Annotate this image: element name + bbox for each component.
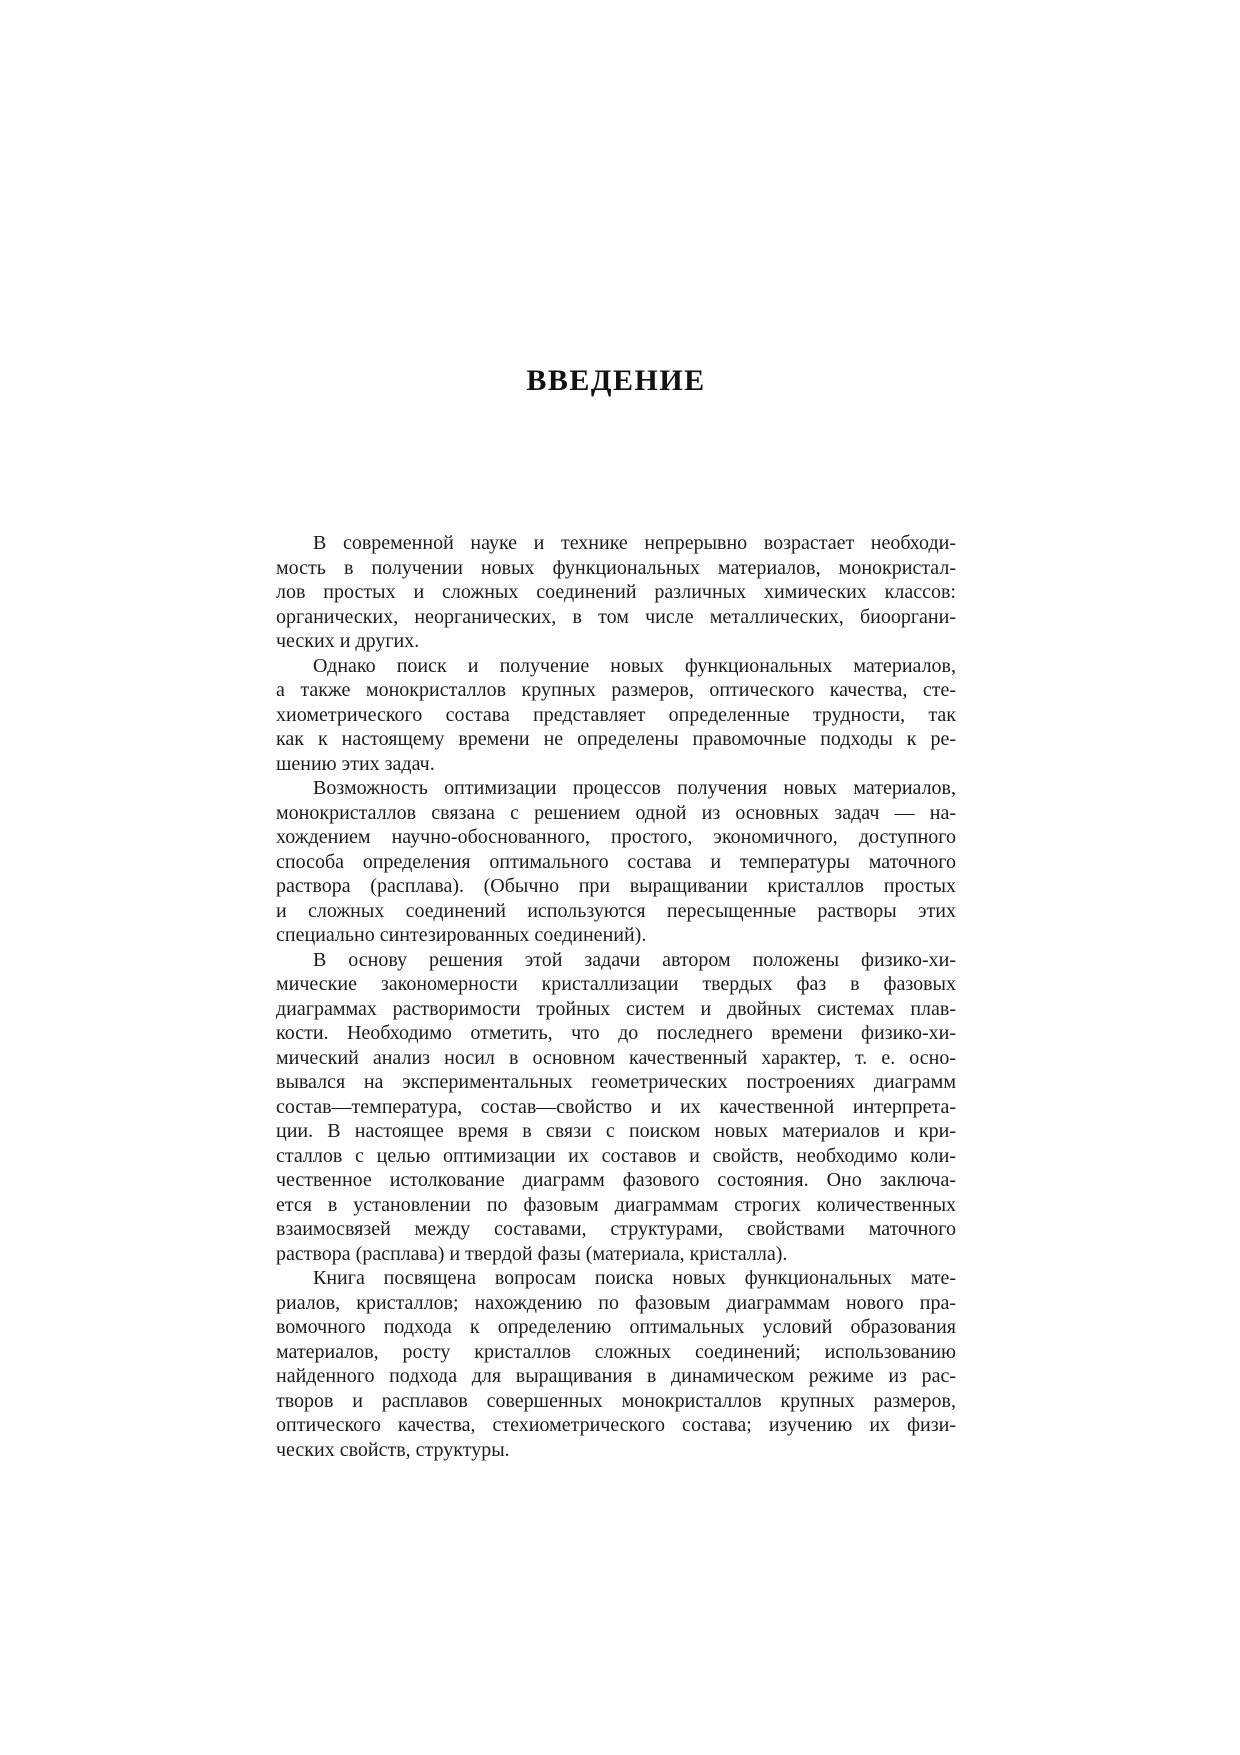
text-line: риалов, кристаллов; нахождению по фазовым диаграммам нового пра- bbox=[276, 1291, 956, 1314]
text-line: сталлов с целью оптимизации их составов и свойств, необходимо коли- bbox=[276, 1144, 956, 1167]
text-line: взаимосвязей между составами, структурами, свойствами маточного bbox=[276, 1218, 956, 1240]
text-line: лов простых и сложных соединений различных химических классов: bbox=[276, 581, 956, 603]
text-line: Возможность оптимизации процессов получения новых материалов, bbox=[313, 777, 956, 799]
text-line: чественное истолкование диаграмм фазового состояния. Оно заключа- bbox=[276, 1169, 956, 1191]
text-line: раствора (расплава) и твердой фазы (материала, кристалла). bbox=[276, 1242, 788, 1265]
text-line: мость в получении новых функциональных материалов, монокристал- bbox=[276, 556, 956, 579]
text-line: В основу решения этой задачи автором положены физико-хи- bbox=[313, 948, 956, 971]
text-line: вывался на экспериментальных геометрических построениях диаграмм bbox=[276, 1071, 956, 1093]
text-line: оптического качества, стехиометрического состава; изучению их физи- bbox=[276, 1414, 956, 1436]
text-line: специально синтезированных соединений). bbox=[276, 924, 647, 946]
text-line: Книга посвящена вопросам поиска новых функциональных мате- bbox=[313, 1267, 956, 1289]
text-line: состав—температура, состав—свойство и их качественной интерпрета- bbox=[276, 1095, 956, 1118]
text-line: найденного подхода для выращивания в динамическом режиме из рас- bbox=[276, 1365, 956, 1387]
paragraph bbox=[276, 531, 956, 654]
text-line: мические закономерности кристаллизации твердых фаз в фазовых bbox=[276, 973, 956, 995]
text-line: хождением научно-обоснованного, простого, экономичного, доступного bbox=[276, 826, 956, 848]
text-line: вомочного подхода к определению оптимальных условий образования bbox=[276, 1316, 956, 1338]
paragraph bbox=[276, 948, 956, 1267]
text-line: творов и расплавов совершенных монокристаллов крупных размеров, bbox=[276, 1389, 956, 1412]
text-line: раствора (расплава). (Обычно при выращивании кристаллов простых bbox=[276, 875, 956, 897]
text-line: и сложных соединений используются пересыщенные растворы этих bbox=[276, 899, 956, 922]
text-line: ческих свойств, структуры. bbox=[276, 1438, 510, 1461]
paragraph bbox=[276, 776, 956, 948]
text-line: Однако поиск и получение новых функциональных материалов, bbox=[313, 654, 956, 677]
chapter-title: ВВЕДЕНИЕ bbox=[526, 364, 706, 397]
paragraph bbox=[276, 1266, 956, 1462]
text-line: а также монокристаллов крупных размеров, оптического качества, сте- bbox=[276, 679, 956, 701]
text-line: как к настоящему времени не определены правомочные подходы к ре- bbox=[276, 728, 956, 750]
text-line: диаграммах растворимости тройных систем и двойных системах плав- bbox=[276, 997, 956, 1020]
text-line: кости. Необходимо отметить, что до последнего времени физико-хи- bbox=[276, 1022, 956, 1044]
paragraph bbox=[276, 654, 956, 777]
text-line: В современной науке и технике непрерывно возрастает необходи- bbox=[313, 532, 956, 554]
text-line: монокристаллов связана с решением одной из основных задач — на- bbox=[276, 801, 956, 824]
text-line: ции. В настоящее время в связи с поиском новых материалов и кри- bbox=[276, 1120, 956, 1142]
text-line: ческих и других. bbox=[276, 630, 420, 652]
text-line: органических, неорганических, в том числе металлических, биооргани- bbox=[276, 605, 956, 628]
text-line: хиометрического состава представляет определенные трудности, так bbox=[276, 703, 956, 726]
text-line: шению этих задач. bbox=[276, 752, 435, 775]
text-line: материалов, росту кристаллов сложных соединений; использованию bbox=[276, 1340, 956, 1363]
text-line: мический анализ носил в основном качественный характер, т. е. осно- bbox=[276, 1046, 956, 1069]
body-text bbox=[276, 531, 956, 1462]
text-line: ется в установлении по фазовым диаграммам строгих количественных bbox=[276, 1193, 956, 1216]
text-line: способа определения оптимального состава и температуры маточного bbox=[276, 850, 956, 873]
